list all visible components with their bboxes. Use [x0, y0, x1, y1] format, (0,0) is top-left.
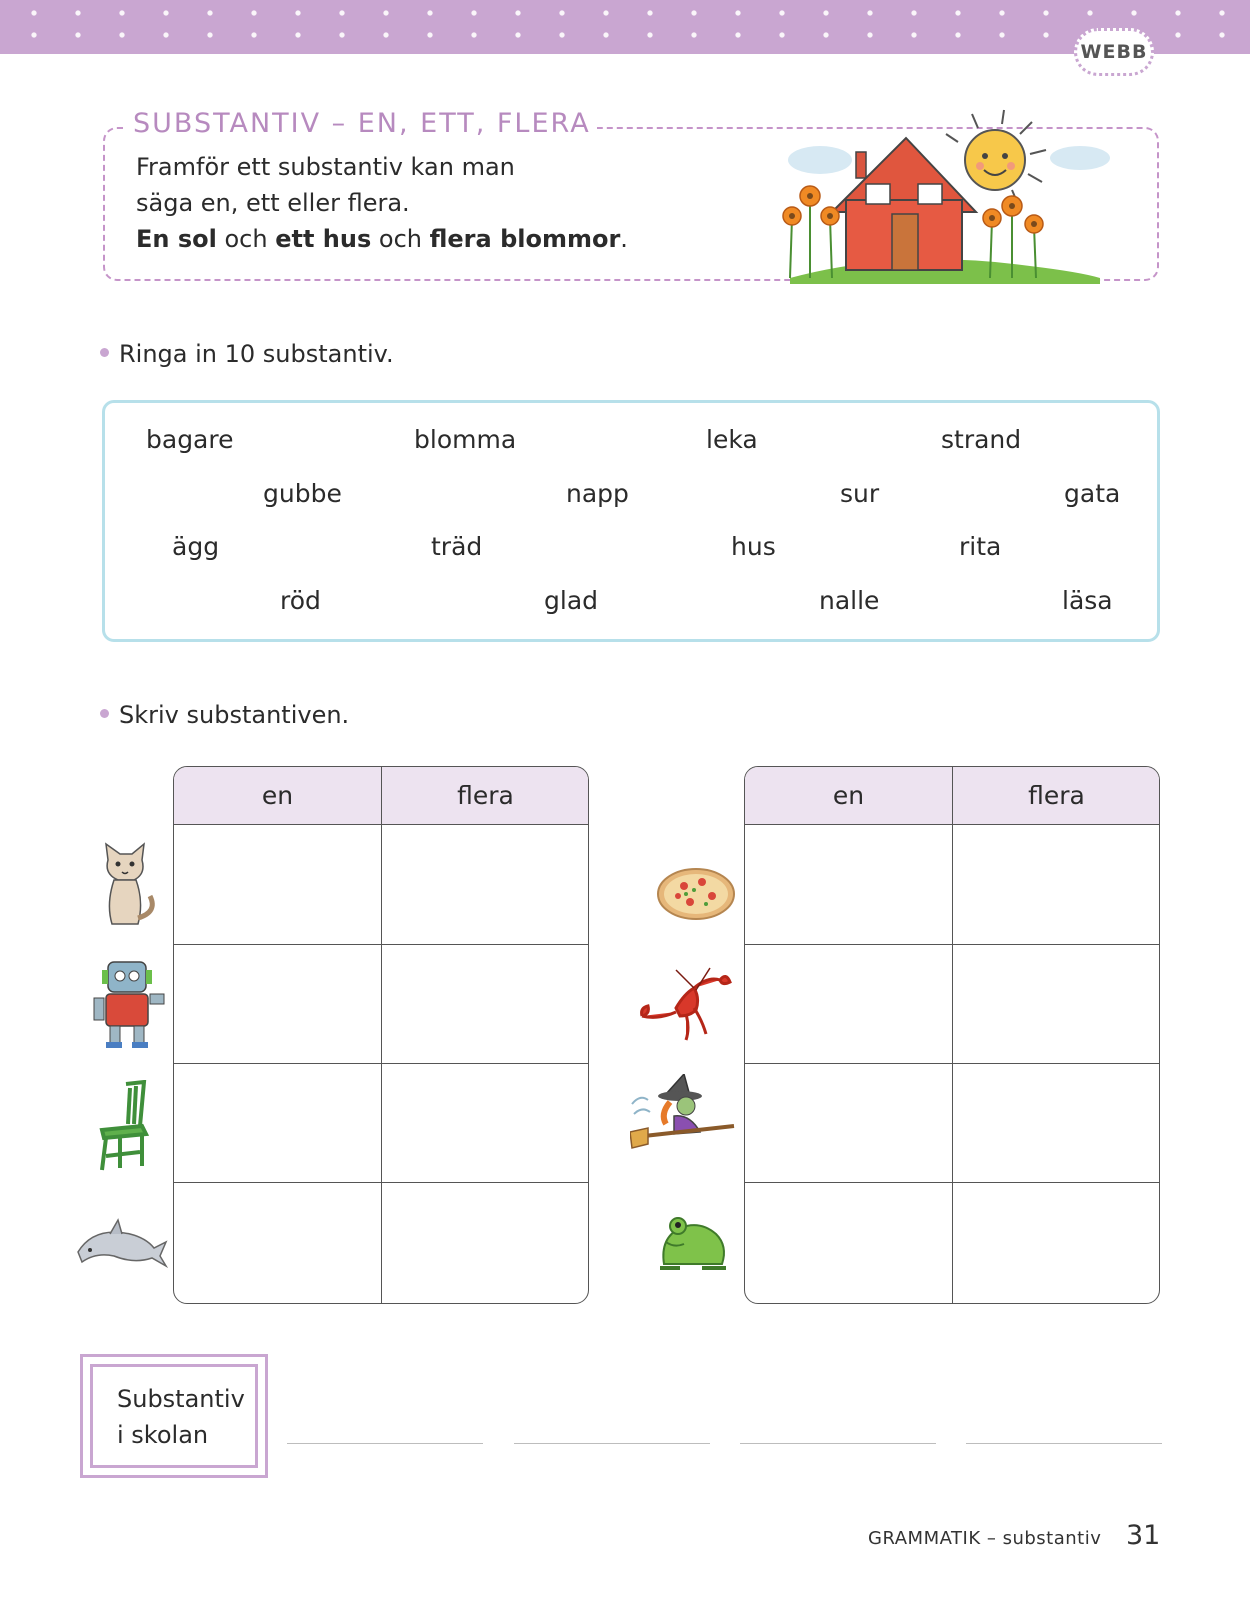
info-box-title: SUBSTANTIV – EN, ETT, FLERA — [127, 106, 597, 142]
answer-line[interactable] — [287, 1443, 483, 1444]
row-divider — [745, 1063, 1159, 1064]
example-ett-hus: ett hus — [275, 225, 372, 253]
column-divider — [381, 767, 382, 1303]
info-line-1: Framför ett substantiv kan man — [136, 153, 515, 181]
frog-icon — [656, 1208, 730, 1274]
answer-line[interactable] — [514, 1443, 710, 1444]
school-box-line-1: Substantiv — [117, 1385, 245, 1413]
pizza-icon — [656, 866, 736, 922]
substantiv-i-skolan-box — [80, 1354, 268, 1478]
top-decorative-band — [0, 0, 1250, 54]
word-item[interactable]: bagare — [146, 425, 234, 454]
column-divider — [952, 767, 953, 1303]
chair-icon — [96, 1080, 152, 1172]
left-writing-table — [173, 766, 589, 1304]
house-icon — [832, 138, 976, 270]
info-line-2: säga en, ett eller flera. — [136, 189, 410, 217]
row-divider — [174, 944, 588, 945]
word-item[interactable]: napp — [566, 479, 629, 508]
house-sun-flowers-illustration — [780, 108, 1120, 290]
example-flera-blommor: flera blommor — [429, 225, 621, 253]
instruction-ringa-in-text: Ringa in 10 substantiv. — [119, 340, 394, 368]
answer-line[interactable] — [966, 1443, 1162, 1444]
row-divider — [745, 1182, 1159, 1183]
page-number: 31 — [1126, 1520, 1161, 1551]
instruction-skriv — [100, 699, 349, 731]
word-item[interactable]: leka — [706, 425, 758, 454]
word-item[interactable]: träd — [431, 532, 483, 561]
example-period: . — [620, 225, 628, 253]
left-col-en-header: en — [261, 781, 294, 810]
word-item[interactable]: läsa — [1062, 586, 1113, 615]
info-line-3 — [136, 221, 628, 257]
sun-icon — [946, 110, 1046, 204]
word-item[interactable]: nalle — [819, 586, 880, 615]
word-item[interactable]: gubbe — [263, 479, 342, 508]
answer-line[interactable] — [740, 1443, 936, 1444]
lobster-icon — [636, 964, 732, 1044]
example-och-1: och — [216, 225, 276, 253]
instruction-skriv-text: Skriv substantiven. — [119, 701, 350, 729]
cat-icon — [92, 840, 162, 930]
word-item[interactable]: hus — [731, 532, 776, 561]
row-divider — [174, 1182, 588, 1183]
robot-icon — [92, 958, 168, 1050]
row-divider — [174, 1063, 588, 1064]
substantiv-i-skolan-inner — [90, 1364, 258, 1468]
word-item[interactable]: röd — [280, 586, 321, 615]
word-item[interactable]: strand — [941, 425, 1022, 454]
word-item[interactable]: blomma — [414, 425, 517, 454]
right-col-flera-header: flera — [1028, 781, 1085, 810]
right-col-en-header: en — [832, 781, 865, 810]
word-item[interactable]: sur — [840, 479, 880, 508]
instruction-ringa-in — [100, 338, 394, 370]
info-box-text — [136, 149, 628, 257]
right-writing-table — [744, 766, 1160, 1304]
left-col-flera-header: flera — [457, 781, 514, 810]
word-item[interactable]: rita — [959, 532, 1002, 561]
word-item[interactable]: gata — [1064, 479, 1121, 508]
bullet-icon — [100, 348, 109, 357]
dolphin-icon — [74, 1212, 168, 1274]
footer-section-label: GRAMMATIK – substantiv — [868, 1528, 1102, 1549]
webb-badge[interactable]: WEBB — [1074, 28, 1154, 76]
bullet-icon — [100, 709, 109, 718]
row-divider — [745, 944, 1159, 945]
word-item[interactable]: glad — [544, 586, 599, 615]
witch-icon — [630, 1074, 740, 1160]
example-och-2: och — [371, 225, 430, 253]
school-box-line-2: i skolan — [117, 1421, 209, 1449]
example-en-sol: En sol — [136, 225, 217, 253]
word-item[interactable]: ägg — [172, 532, 220, 561]
